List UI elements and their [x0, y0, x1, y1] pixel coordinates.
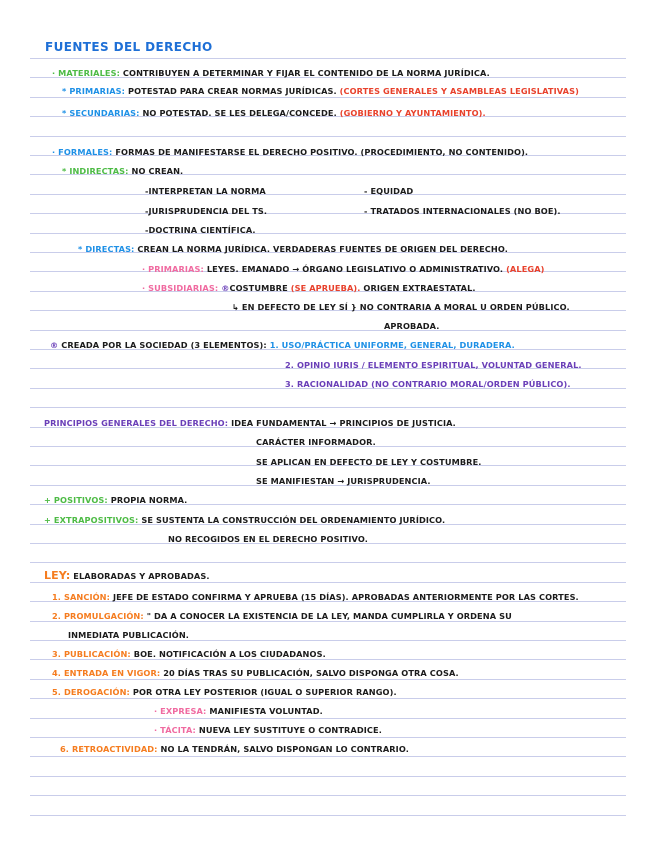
indirectas-item: -DOCTRINA CIENTÍFICA.: [145, 225, 256, 235]
directas-primarias-line: [142, 264, 544, 274]
indirectas-item: - TRATADOS INTERNACIONALES (NO BOE).: [364, 206, 561, 216]
positivos-line: [44, 495, 187, 505]
principios-text: IDEA FUNDAMENTAL → PRINCIPIOS DE JUSTICIA.: [231, 418, 456, 428]
positivos-text: PROPIA NORMA.: [110, 495, 188, 505]
materiales-secundarias-label: * SECUNDARIAS:: [62, 108, 140, 118]
derogacion-expresa: [154, 706, 323, 716]
ruled-line: [30, 194, 626, 195]
ruled-line: [30, 233, 626, 234]
materiales-primarias-note: (CORTES GENERALES Y ASAMBLEAS LEGISLATIVAS): [339, 86, 579, 96]
ley-item-label: 1. SANCIÓN:: [52, 592, 110, 602]
materiales-secundarias-text: NO POTESTAD. SE LES DELEGA/CONCEDE.: [142, 108, 337, 118]
materiales-primarias-label: * PRIMARIAS:: [62, 86, 126, 96]
indirectas-text: NO CREAN.: [131, 166, 184, 176]
creada-label: CREADA POR LA SOCIEDAD (3 ELEMENTOS):: [61, 340, 267, 350]
directas-primarias-note: (ALEGA): [506, 264, 545, 274]
creada-marker: ®: [50, 340, 59, 350]
positivos-label: + POSITIVOS:: [44, 495, 108, 505]
expresa-label: · EXPRESA:: [154, 706, 207, 716]
ley-line: [44, 571, 210, 581]
ley-item-text: BOE. NOTIFICACIÓN A LOS CIUDADANOS.: [133, 649, 326, 659]
ruled-line: [30, 776, 626, 777]
subsidiarias-tail: ORIGEN EXTRAESTATAL.: [363, 283, 476, 293]
ley-item: [52, 592, 579, 602]
principios-label: PRINCIPIOS GENERALES DEL DERECHO:: [44, 418, 229, 428]
subsidiarias-cond-c: APROBADA.: [384, 321, 440, 331]
ley-item-label: 6. RETROACTIVIDAD:: [60, 744, 158, 754]
formales-text: FORMAS DE MANIFESTARSE EL DERECHO POSITIVO. (PROCEDIMIENTO, NO CONTENIDO).: [115, 147, 529, 157]
ley-item-label: 4. ENTRADA EN VIGOR:: [52, 668, 161, 678]
ruled-line: [30, 582, 626, 583]
creada-item: 1. USO/PRÁCTICA UNIFORME, GENERAL, DURADERA.: [269, 340, 515, 350]
materiales-label: · MATERIALES:: [52, 68, 120, 78]
ruled-line: [30, 640, 626, 641]
subsidiarias-cond-a: ↳ EN DEFECTO DE LEY SÍ: [232, 302, 348, 312]
principios-line: SE APLICAN EN DEFECTO DE LEY Y COSTUMBRE.: [256, 457, 482, 467]
ley-item-text2: INMEDIATA PUBLICACIÓN.: [68, 630, 189, 640]
materiales-secundarias-note: (GOBIERNO Y AYUNTAMIENTO).: [339, 108, 486, 118]
materiales-line: [52, 68, 490, 78]
materiales-primarias-line: [62, 86, 579, 96]
ley-item: [52, 687, 397, 697]
indirectas-label: * INDIRECTAS:: [62, 166, 129, 176]
creada-line: [50, 340, 515, 350]
subsidiarias-condition: [232, 302, 570, 312]
creada-item: 3. RACIONALIDAD (NO CONTRARIO MORAL/ORDEN PÚBLICO).: [285, 379, 571, 389]
expresa-text: MANIFIESTA VOLUNTAD.: [209, 706, 323, 716]
registered-marker: ®: [221, 283, 230, 293]
subsidiarias-costumbre: COSTUMBRE: [229, 283, 288, 293]
directas-line: [78, 244, 508, 254]
ruled-line: [30, 97, 626, 98]
directas-primarias-label: · PRIMARIAS:: [142, 264, 204, 274]
indirectas-line: [62, 166, 183, 176]
ley-item-label: 5. DEROGACIÓN:: [52, 687, 130, 697]
ley-item-text: " DA A CONOCER LA EXISTENCIA DE LA LEY, MANDA CUMPLIRLA Y ORDENA SU: [146, 611, 512, 621]
ley-item-label: 2. PROMULGACIÓN:: [52, 611, 144, 621]
ruled-line: [30, 136, 626, 137]
ruled-line: [30, 737, 626, 738]
ruled-line: [30, 562, 626, 563]
directas-text: CREAN LA NORMA JURÍDICA. VERDADERAS FUENTES DE ORIGEN DEL DERECHO.: [137, 244, 508, 254]
ley-item-text: NO LA TENDRÁN, SALVO DISPONGAN LO CONTRARIO.: [160, 744, 409, 754]
ruled-line: [30, 58, 626, 59]
indirectas-item: -JURISPRUDENCIA DEL TS.: [145, 206, 268, 216]
principios-line: SE MANIFIESTAN → JURISPRUDENCIA.: [256, 476, 431, 486]
ruled-line: [30, 815, 626, 816]
page-title: FUENTES DEL DERECHO: [45, 40, 213, 54]
ley-item-text: 20 DÍAS TRAS SU PUBLICACIÓN, SALVO DISPONGA OTRA COSA.: [163, 668, 459, 678]
ley-label: LEY:: [44, 569, 71, 582]
ruled-line: [30, 407, 626, 408]
subsidiarias-note: (SE APRUEBA).: [290, 283, 361, 293]
formales-label: · FORMALES:: [52, 147, 113, 157]
extrapositivos-label: + EXTRAPOSITIVOS:: [44, 515, 139, 525]
ruled-line: [30, 659, 626, 660]
tacita-text: NUEVA LEY SUSTITUYE O CONTRADICE.: [198, 725, 382, 735]
ruled-line: [30, 621, 626, 622]
ley-item: [60, 744, 409, 754]
ruled-line: [30, 330, 626, 331]
principios-line: CARÁCTER INFORMADOR.: [256, 437, 376, 447]
ley-item: [52, 611, 512, 621]
principios-line: [44, 418, 456, 428]
materiales-text: CONTRIBUYEN A DETERMINAR Y FIJAR EL CONTENIDO DE LA NORMA JURÍDICA.: [122, 68, 490, 78]
ley-item-text: JEFE DE ESTADO CONFIRMA Y APRUEBA (15 DÍAS). APROBADAS ANTERIORMENTE POR LAS CORTES.: [112, 592, 579, 602]
tacita-label: · TÁCITA:: [154, 725, 196, 735]
extrapositivos-line: [44, 515, 445, 525]
materiales-primarias-text: POTESTAD PARA CREAR NORMAS JURÍDICAS.: [127, 86, 337, 96]
indirectas-item: - EQUIDAD: [364, 186, 414, 196]
ruled-line: [30, 756, 626, 757]
creada-item: 2. OPINIO IURIS / ELEMENTO ESPIRITUAL, VOLUNTAD GENERAL.: [285, 360, 582, 370]
ley-item-text: POR OTRA LEY POSTERIOR (IGUAL O SUPERIOR RANGO).: [132, 687, 397, 697]
ruled-line: [30, 718, 626, 719]
ruled-line: [30, 698, 626, 699]
materiales-secundarias-line: [62, 108, 486, 118]
directas-primarias-text: LEYES. EMANADO → ÓRGANO LEGISLATIVO O ADMINISTRATIVO.: [206, 264, 504, 274]
extrapositivos-text: SE SUSTENTA LA CONSTRUCCIÓN DEL ORDENAMIENTO JURÍDICO.: [141, 515, 446, 525]
ley-item: [52, 649, 326, 659]
subsidiarias-cond-b: } NO CONTRARIA A MORAL U ORDEN PÚBLICO.: [350, 302, 570, 312]
ruled-line: [30, 795, 626, 796]
ley-item-label: 3. PUBLICACIÓN:: [52, 649, 131, 659]
derogacion-tacita: [154, 725, 382, 735]
subsidiarias-line: [142, 283, 476, 293]
ley-text: ELABORADAS Y APROBADAS.: [73, 571, 210, 581]
extrapositivos-text2: NO RECOGIDOS EN EL DERECHO POSITIVO.: [168, 534, 368, 544]
indirectas-item: -INTERPRETAN LA NORMA: [145, 186, 266, 196]
formales-line: [52, 147, 528, 157]
ley-item: [52, 668, 459, 678]
ruled-line: [30, 679, 626, 680]
directas-label: * DIRECTAS:: [78, 244, 135, 254]
subsidiarias-label: · SUBSIDIARIAS:: [142, 283, 219, 293]
